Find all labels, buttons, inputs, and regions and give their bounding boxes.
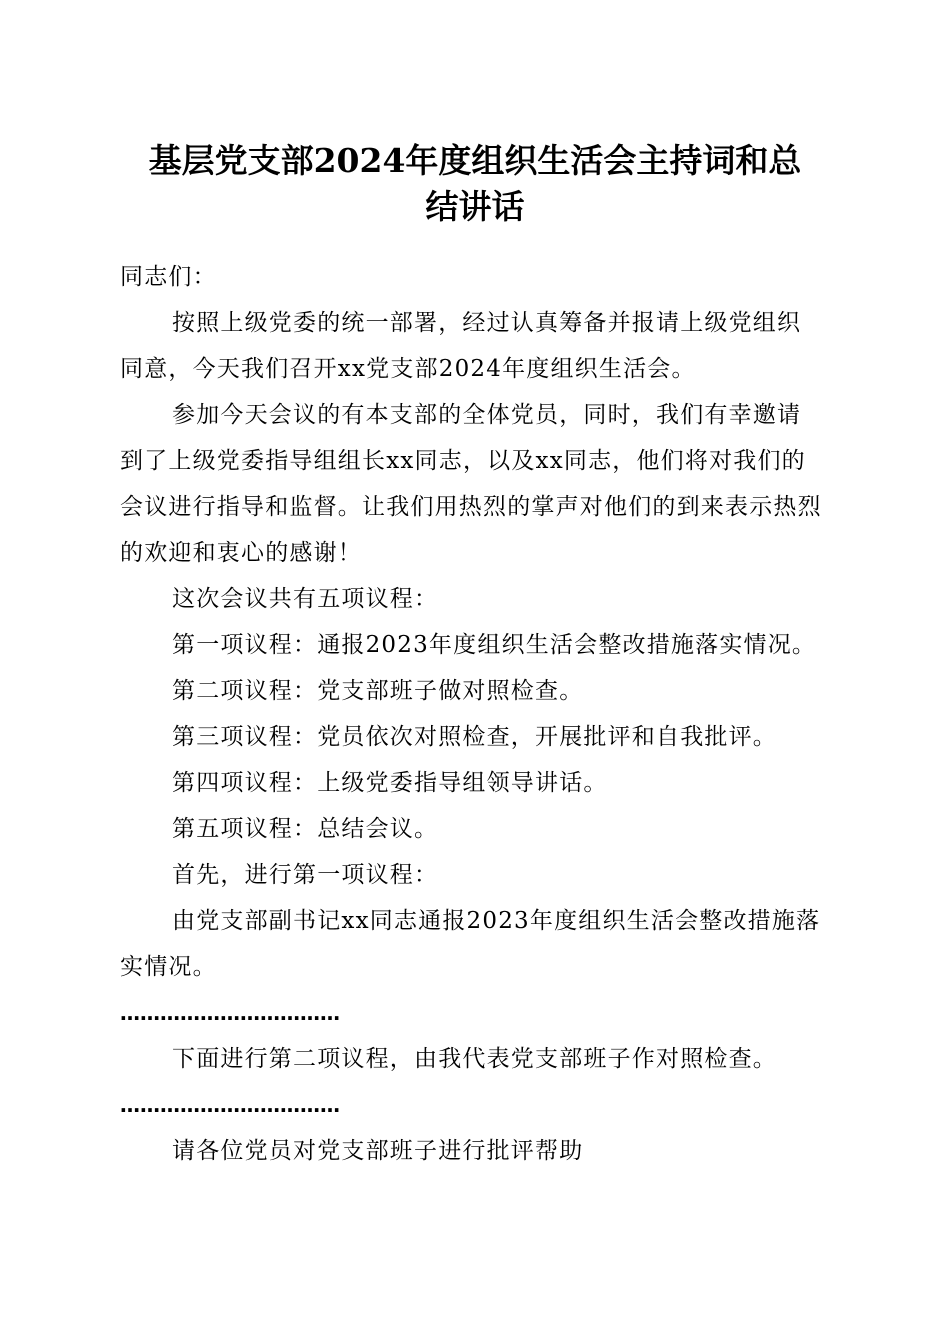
paragraph-report: 由党支部副书记xx同志通报2023年度组织生活会整改措施落实情况。 bbox=[120, 908, 821, 980]
paragraph-first-item: 首先，进行第一项议程： bbox=[172, 862, 439, 888]
greeting: 同志们： bbox=[120, 264, 217, 290]
ellipsis-separator-1: …………………………… bbox=[120, 1001, 340, 1025]
paragraph-agenda-intro: 这次会议共有五项议程： bbox=[172, 586, 439, 612]
ellipsis-separator-2: …………………………… bbox=[120, 1093, 340, 1117]
document-title bbox=[100, 138, 850, 230]
agenda-item-3: 第三项议程：党员依次对照检查，开展批评和自我批评。 bbox=[172, 724, 777, 750]
title-line-1: 基层党支部2024年度组织生活会主持词和总 bbox=[148, 141, 802, 180]
paragraph-second-item: 下面进行第二项议程，由我代表党支部班子作对照检查。 bbox=[172, 1046, 777, 1072]
agenda-item-2: 第二项议程：党支部班子做对照检查。 bbox=[172, 678, 584, 704]
agenda-item-1: 第一项议程：通报2023年度组织生活会整改措施落实情况。 bbox=[172, 632, 817, 658]
paragraph-attendees: 参加今天会议的有本支部的全体党员，同时，我们有幸邀请到了上级党委指导组组长xx同志，以及xx同志，他们将对我们的会议进行指导和监督。让我们用热烈的掌声对他们的到来表示热烈的欢迎和衷心的感谢！ bbox=[120, 402, 822, 566]
title-line-2: 结讲话 bbox=[425, 187, 525, 226]
document-body bbox=[120, 254, 825, 1174]
agenda-item-4: 第四项议程：上级党委指导组领导讲话。 bbox=[172, 770, 608, 796]
paragraph-opening: 按照上级党委的统一部署，经过认真筹备并报请上级党组织同意，今天我们召开xx党支部2024年度组织生活会。 bbox=[120, 310, 802, 382]
agenda-item-5: 第五项议程：总结会议。 bbox=[172, 816, 439, 842]
paragraph-criticism: 请各位党员对党支部班子进行批评帮助 bbox=[172, 1138, 584, 1164]
